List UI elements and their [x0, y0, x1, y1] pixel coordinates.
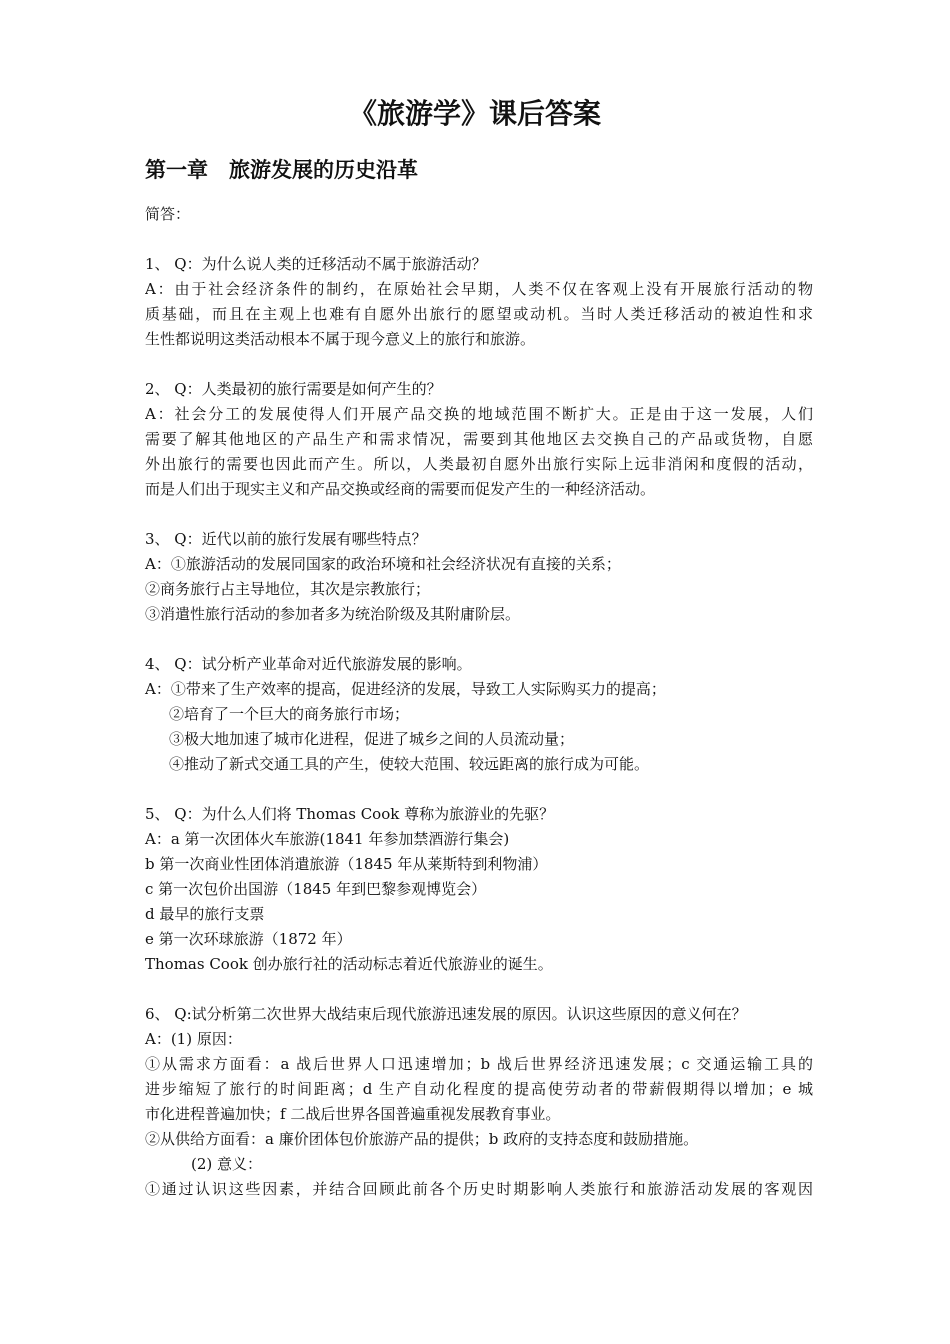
- document-body: [145, 202, 813, 1202]
- answer-2-line: 需要了解其他地区的产品生产和需求情况，需要到其他地区去交换自己的产品或货物，自愿: [145, 430, 813, 448]
- answer-4-line: ④推动了新式交通工具的产生，使较大范围、较远距离的旅行成为可能。: [169, 755, 650, 773]
- question-3: 3、 Q：近代以前的旅行发展有哪些特点？: [145, 530, 427, 548]
- answer-1-line: 生性都说明这类活动根本不属于现今意义上的旅行和旅游。: [145, 330, 536, 348]
- answer-5-line: Thomas Cook 创办旅行社的活动标志着近代旅游业的诞生。: [145, 955, 553, 973]
- question-6: 6、 Q:试分析第二次世界大战结束后现代旅游迅速发展的原因。认识这些原因的意义何在？: [145, 1005, 747, 1023]
- answer-6-line: A：(1) 原因：: [145, 1030, 242, 1048]
- answer-6-line: 进步缩短了旅行的时间距离；d 生产自动化程度的提高使劳动者的带薪假期得以增加；e 城: [145, 1080, 813, 1098]
- answer-5-line: A：a 第一次团体火车旅游(1841 年参加禁酒游行集会): [145, 830, 510, 848]
- answer-6-line: (2) 意义：: [191, 1155, 263, 1173]
- answer-1-line: 质基础，而且在主观上也难有自愿外出旅行的愿望或动机。当时人类迁移活动的被迫性和求: [145, 305, 813, 323]
- answer-3-line: ③消遣性旅行活动的参加者多为统治阶级及其附庸阶层。: [145, 605, 521, 623]
- answer-2-line: A：社会分工的发展使得人们开展产品交换的地域范围不断扩大。正是由于这一发展，人们: [145, 405, 813, 423]
- answer-5-line: d 最早的旅行支票: [145, 905, 265, 923]
- answer-6-line: ②从供给方面看：a 廉价团体包价旅游产品的提供；b 政府的支持态度和鼓励措施。: [145, 1130, 699, 1148]
- question-4: 4、 Q：试分析产业革命对近代旅游发展的影响。: [145, 655, 472, 673]
- question-5: 5、 Q：为什么人们将 Thomas Cook 尊称为旅游业的先驱？: [145, 805, 555, 823]
- answer-4-line: A：①带来了生产效率的提高，促进经济的发展，导致工人实际购买力的提高；: [145, 680, 666, 698]
- document-title: 《旅游学》课后答案: [348, 97, 601, 130]
- section-label: 简答：: [145, 205, 191, 223]
- answer-6-line: ①通过认识这些因素，并结合回顾此前各个历史时期影响人类旅行和旅游活动发展的客观因: [145, 1180, 813, 1198]
- answer-2-line: 外出旅行的需要也因此而产生。所以，人类最初自愿外出旅行实际上远非消闲和度假的活动，: [145, 455, 813, 473]
- chapter-heading: 第一章 旅游发展的历史沿革: [145, 158, 418, 182]
- answer-6-line: 市化进程普遍加快；f 二战后世界各国普遍重视发展教育事业。: [145, 1105, 561, 1123]
- answer-5-line: b 第一次商业性团体消遣旅游（1845 年从莱斯特到利物浦）: [145, 855, 548, 873]
- question-1: 1、 Q：为什么说人类的迁移活动不属于旅游活动？: [145, 255, 487, 273]
- answer-5-line: c 第一次包价出国游（1845 年到巴黎参观博览会）: [145, 880, 487, 898]
- answer-4-line: ②培育了一个巨大的商务旅行市场；: [169, 705, 410, 723]
- answer-6-line: ①从需求方面看：a 战后世界人口迅速增加；b 战后世界经济迅速发展；c 交通运输工具的: [145, 1055, 813, 1073]
- answer-4-line: ③极大地加速了城市化进程，促进了城乡之间的人员流动量；: [169, 730, 575, 748]
- answer-1-line: A：由于社会经济条件的制约，在原始社会早期，人类不仅在客观上没有开展旅行活动的物: [145, 280, 813, 298]
- answer-2-line: 而是人们出于现实主义和产品交换或经商的需要而促发产生的一种经济活动。: [145, 480, 656, 498]
- answer-5-line: e 第一次环球旅游（1872 年）: [145, 930, 352, 948]
- answer-3-line: A：①旅游活动的发展同国家的政治环境和社会经济状况有直接的关系；: [145, 555, 621, 573]
- question-2: 2、 Q：人类最初的旅行需要是如何产生的？: [145, 380, 442, 398]
- answer-3-line: ②商务旅行占主导地位，其次是宗教旅行；: [145, 580, 431, 598]
